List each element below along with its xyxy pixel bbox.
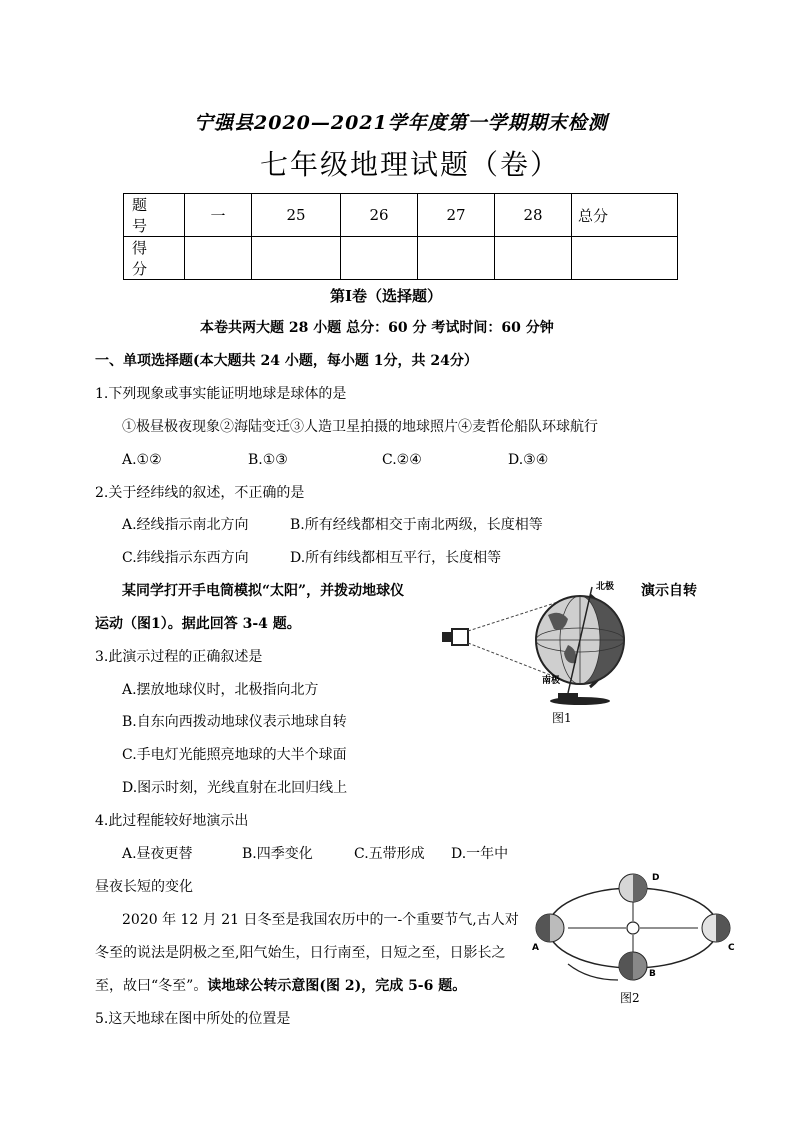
north-pole-label: 北极 [596,582,615,592]
page-title: 七年级地理试题（卷） [260,148,561,181]
score-table-header-row [124,194,678,237]
score-header-cell: 28 [495,194,572,237]
option-a: A.昼夜更替 [122,846,193,862]
earth-position-b [619,952,647,980]
option-b: B.自东向西拨动地球仪表示地球自转 [122,714,347,730]
question-3-stem: 3.此演示过程的正确叙述是 [95,649,263,665]
option-a: A.摆放地球仪时，北极指向北方 [122,682,319,698]
earth-position-a [536,914,564,942]
score-row-label: 得 分 [124,237,185,280]
option-b: B.所有经线都相交于南北两级，长度相等 [290,517,543,533]
passage-line-3b: 读地球公转示意图(图 2)，完成 5-6 题。 [207,978,467,994]
score-input-cell[interactable] [572,237,678,280]
option-d: D.图示时刻，光线直射在北回归线上 [122,780,348,796]
figure-1-globe-illustration [440,575,640,705]
question-1-facts: ①极昼极夜现象②海陆变迁③人造卫星拍摄的地球照片④麦哲伦船队环球航行 [122,419,598,435]
label-c: C [728,943,735,953]
question-2-stem: 2.关于经纬线的叙述，不正确的是 [95,485,305,501]
option-c: C.五带形成 [354,846,425,862]
option-a: A.经线指示南北方向 [122,517,249,533]
score-table [123,193,678,280]
question-1-stem: 1.下列现象或事实能证明地球是球体的是 [95,386,347,402]
school-exam-line: 宁强县2020—2021学年度第一学期期末检测 [194,112,608,134]
question-5-stem: 5.这天地球在图中所处的位置是 [95,1011,291,1027]
option-d-continued: 昼夜长短的变化 [95,879,193,895]
option-a: A.①② [122,452,162,468]
passage-line-1: 2020 年 12 月 21 日冬至是我国农历中的一-个重要节气,古人对 [122,912,519,928]
passage-line-2: 冬至的说法是阴极之至,阳气始生，日行南至，日短之至，日影长之 [95,945,506,961]
section-info: 本卷共两大题 28 小题 总分：60 分 考试时间：60 分钟 [200,320,554,336]
score-input-cell[interactable] [418,237,495,280]
score-input-cell[interactable] [341,237,418,280]
figure-1-caption: 图1 [552,711,572,725]
label-d: D [652,873,660,883]
figure-2-orbit-diagram [528,866,738,986]
score-header-cell: 25 [252,194,341,237]
intro-3-4-line1: 某同学打开手电筒模拟“太阳”，并拨动地球仪 [122,583,405,599]
option-c: C.纬线指示东西方向 [122,550,249,566]
score-input-cell[interactable] [495,237,572,280]
intro-3-4-line2: 运动（图1）。据此回答 3-4 题。 [95,616,301,632]
label-b: B [649,969,656,979]
option-d: D.所有纬线都相互平行，长度相等 [290,550,502,566]
section-title: 第Ⅰ卷（选择题） [330,287,443,305]
option-c: C.②④ [382,452,422,468]
earth-position-c [702,914,730,942]
score-table-score-row [124,237,678,280]
score-header-cell: 题 号 [124,194,185,237]
score-input-cell[interactable] [185,237,252,280]
score-header-cell: 一 [185,194,252,237]
figure-2-caption: 图2 [620,991,640,1005]
option-b: B.①③ [248,452,288,468]
passage-line-3a: 至，故曰“冬至”。 [95,978,208,994]
south-pole-label: 南极 [542,676,561,686]
score-header-cell: 总分 [572,194,678,237]
earth-position-d [619,874,647,902]
option-b: B.四季变化 [242,846,313,862]
question-4-stem: 4.此过程能较好地演示出 [95,813,249,829]
score-input-cell[interactable] [252,237,341,280]
flashlight-icon [442,629,468,645]
passage-line-3 [95,977,466,995]
option-d: D.一年中 [451,846,509,862]
intro-3-4-line1-end: 演示自转 [641,583,697,599]
score-header-cell: 27 [418,194,495,237]
part-heading: 一、单项选择题(本大题共 24 小题，每小题 1分，共 24分） [95,353,478,369]
option-d: D.③④ [508,452,549,468]
label-a: A [532,943,539,953]
score-header-cell: 26 [341,194,418,237]
option-c: C.手电灯光能照亮地球的大半个球面 [122,747,347,763]
